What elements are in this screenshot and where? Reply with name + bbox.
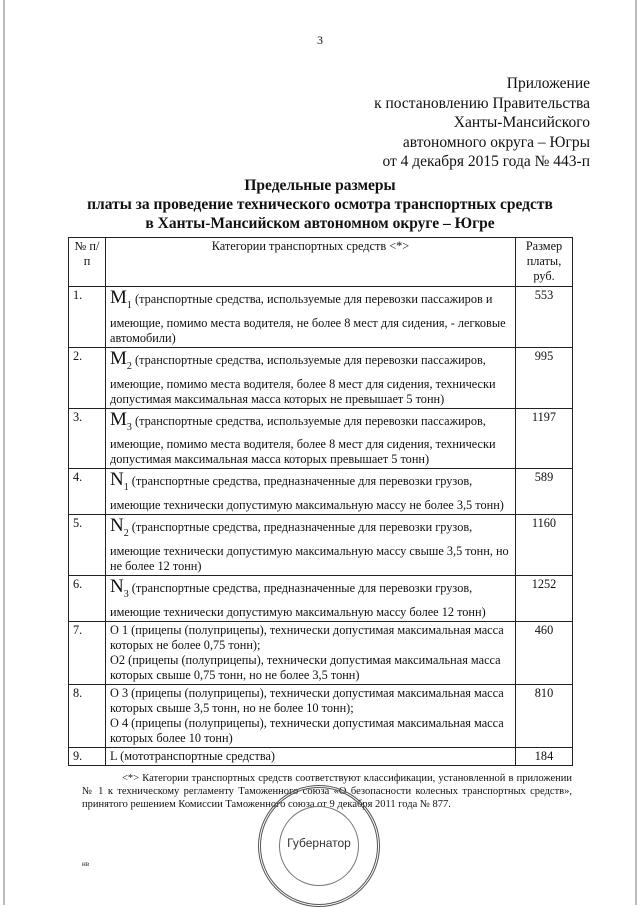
table-row [69,408,573,469]
row-price: 1197 [516,408,573,469]
category-description: (транспортные средства, предназначенные для перевозки грузов, имеющие технически допустимую максимальную массу свыше 3,5 тонн, но не более 12 тонн) [110,520,509,573]
row-price: 1252 [516,575,573,621]
row-number: 5. [69,515,106,576]
row-category [106,621,516,684]
row-number: 9. [69,747,106,765]
category-description-2: О2 (прицепы (полуприцепы), технически допустимая максимальная масса которых свыше 0,75 тонн, но не более 3,5 тонн) [110,652,501,682]
table-row [69,621,573,684]
fee-table [68,237,573,766]
category-code: $N_3$ [110,575,129,600]
category-description: (транспортные средства, предназначенные для перевозки грузов, имеющие технически допустимую максимальную массу более 12 тонн) [110,580,486,619]
scan-edge-left [3,0,5,905]
category-description: О 3 (прицепы (полуприцепы), технически допустимая максимальная масса которых свыше 3,5 тонн, но не более 10 тонн); [110,685,504,715]
category-description: О 1 (прицепы (полуприцепы), технически допустимая максимальная масса которых не более 0,75 тонн); [110,622,504,652]
table-row [69,747,573,765]
title-line: Предельные размеры [244,177,396,194]
executor-initials: нв [82,860,90,868]
category-description: (транспортные средства, предназначенные для перевозки грузов, имеющие технически допустимую максимальную массу не более 3,5 тонн) [110,474,504,513]
row-number: 3. [69,408,106,469]
table-row [69,684,573,747]
appendix-line: автономного округа – Югры [402,133,590,151]
appendix-line: к постановлению Правительства [374,94,590,112]
row-price: 1160 [516,515,573,576]
row-price: 184 [516,747,573,765]
row-category [106,469,516,515]
header-price: Размер платы, руб. [516,238,573,287]
table-row [69,515,573,576]
row-number: 2. [69,347,106,408]
appendix-block [374,74,590,172]
document-title [0,176,640,233]
header-num: № п/п [69,238,106,287]
row-price: 995 [516,347,573,408]
row-price: 460 [516,621,573,684]
row-category [106,347,516,408]
table-row [69,575,573,621]
category-description: L (мототранспортные средства) [110,748,276,763]
category-code: $N_1$ [110,469,129,494]
category-code: $M_2$ [110,347,132,372]
title-line: платы за проведение технического осмотра транспортных средств [87,196,553,213]
row-number: 1. [69,287,106,348]
table-row [69,347,573,408]
row-number: 6. [69,575,106,621]
row-number: 7. [69,621,106,684]
title-line: в Ханты-Мансийском автономном округе – Югре [145,215,495,232]
footnote: <*> Категории транспортных средств соответствуют классификации, установленной в приложении № 1 к техническому регламенту Таможенного союза «О безопасности колесных транспортных средств», принятого решением Комиссии Таможенного союза от 9 декабря 2011 года № 877. [82,773,572,810]
page-number: 3 [317,33,323,47]
appendix-line: Ханты-Мансийского [453,114,590,131]
row-number: 8. [69,684,106,747]
row-price: 810 [516,684,573,747]
category-description: (транспортные средства, используемые для перевозки пассажиров, имеющие, помимо места водителя, более 8 мест для сидения, технически допустимая максимальная масса которых превышает 5 тонн) [110,413,496,467]
official-seal [258,785,380,907]
appendix-line: Приложение [506,75,590,92]
table-row [69,287,573,348]
row-price: 553 [516,287,573,348]
row-number: 4. [69,469,106,515]
scan-edge-right [635,0,637,905]
table-header-row [69,238,573,287]
category-code: $M_1$ [110,287,132,311]
row-price: 589 [516,469,573,515]
row-category [106,287,516,348]
category-description-2: О 4 (прицепы (полуприцепы), технически допустимая максимальная масса которых более 10 тонн) [110,715,504,745]
category-code: $N_2$ [110,515,129,539]
row-category [106,684,516,747]
category-code: $M_3$ [110,408,132,433]
row-category [106,575,516,621]
row-category [106,515,516,576]
table-row [69,469,573,515]
category-description: (транспортные средства, используемые для перевозки пассажиров и имеющие, помимо места водителя, не более 8 мест для сидения, - легковые автомобили) [110,292,506,345]
header-category: Категории транспортных средств <*> [106,238,516,287]
row-category [106,408,516,469]
row-category [106,747,516,765]
seal-text: Губернатор [287,836,351,850]
category-description: (транспортные средства, используемые для перевозки пассажиров, имеющие, помимо места водителя, более 8 мест для сидения, технически допустимая максимальная масса которых не превышает 5 тонн) [110,352,496,406]
appendix-line: от 4 декабря 2015 года № 443-п [382,153,590,170]
